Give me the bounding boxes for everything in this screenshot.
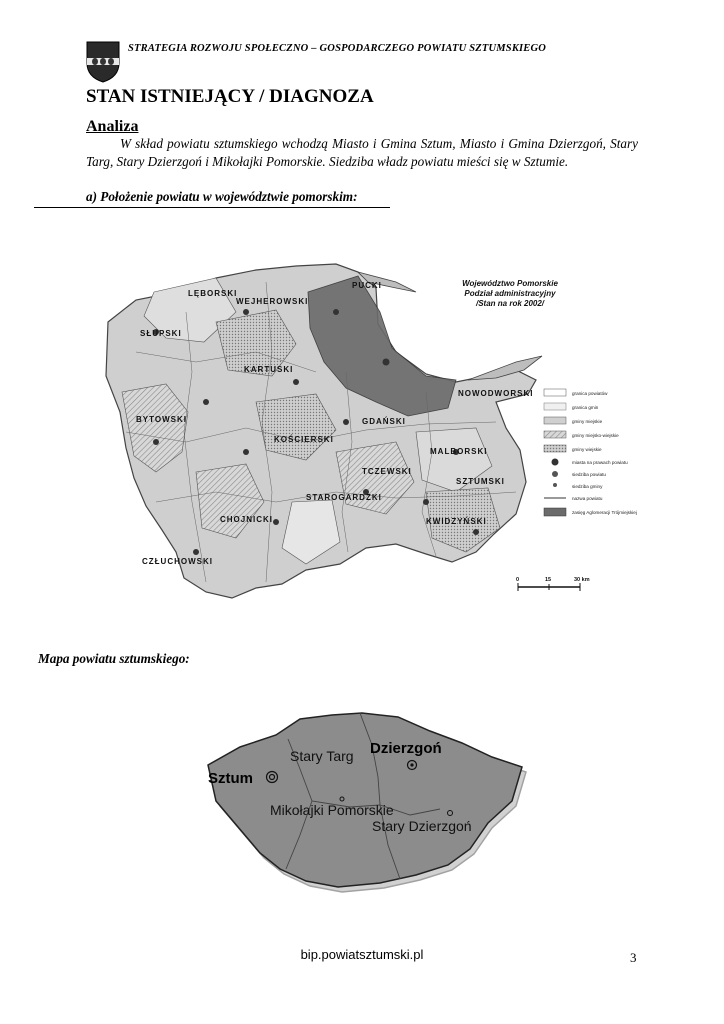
county-label: WEJHEROWSKI bbox=[236, 297, 309, 306]
county-label: CHOJNICKI bbox=[220, 515, 274, 524]
legend-item: gminy miejsko-wiejskie bbox=[572, 433, 619, 438]
legend-item: gminy wiejskie bbox=[572, 447, 602, 452]
county-map bbox=[200, 705, 532, 895]
county-label: KARTUSKI bbox=[244, 365, 294, 374]
county-label: TCZEWSKI bbox=[362, 467, 412, 476]
coat-of-arms-icon bbox=[86, 41, 120, 83]
county-label: CZŁUCHOWSKI bbox=[142, 557, 213, 566]
legend-item: granica powiatów bbox=[572, 391, 608, 396]
municipality-label: Stary Dzierzgoń bbox=[372, 818, 472, 834]
legend-item: miasta na prawach powiatu bbox=[572, 460, 628, 465]
municipality-label: Stary Targ bbox=[290, 748, 354, 764]
legend-item: zasięg Aglomeracji Trójmiejskiej bbox=[572, 510, 637, 515]
municipality-label: Sztum bbox=[208, 770, 253, 787]
map-caption: Mapa powiatu sztumskiego: bbox=[38, 651, 190, 666]
county-label: SŁUPSKI bbox=[140, 329, 182, 338]
svg-text:0: 0 bbox=[516, 577, 520, 583]
county-label: GDAŃSKI bbox=[362, 417, 406, 426]
municipality-label: Dzierzgoń bbox=[370, 740, 442, 757]
county-label: PUCKI bbox=[352, 281, 382, 290]
map-title: /Stan na rok 2002/ bbox=[475, 299, 545, 308]
legend-item: siedziba gminy bbox=[572, 484, 603, 489]
county-label: MALBORSKI bbox=[430, 447, 488, 456]
page-title: STAN ISTNIEJĄCY / DIAGNOZA bbox=[86, 86, 374, 107]
footer-url[interactable]: bip.powiatsztumski.pl bbox=[300, 947, 424, 962]
page-number: 3 bbox=[630, 950, 637, 965]
county-label: SZTUMSKI bbox=[456, 477, 505, 486]
divider bbox=[34, 207, 390, 208]
document-header: STRATEGIA ROZWOJU SPOŁECZNO – GOSPODARCZEGO POWIATU SZTUMSKIEGO bbox=[128, 43, 547, 54]
map-title: Województwo Pomorskie bbox=[462, 279, 558, 288]
map-legend bbox=[544, 389, 637, 516]
map-title: Podział administracyjny bbox=[464, 289, 556, 298]
voivodeship-map bbox=[96, 252, 656, 632]
legend-item: granica gmin bbox=[572, 405, 599, 410]
scale-bar bbox=[516, 577, 590, 591]
section-heading: Analiza bbox=[86, 118, 139, 135]
county-label: KOŚCIERSKI bbox=[274, 435, 334, 444]
town-marker bbox=[410, 763, 413, 766]
county-label: NOWODWORSKI bbox=[458, 389, 534, 398]
municipality-label: Mikołajki Pomorskie bbox=[270, 802, 394, 818]
svg-text:30 km: 30 km bbox=[574, 577, 590, 583]
county-label: STAROGARDZKI bbox=[306, 493, 382, 502]
county-outline bbox=[208, 713, 522, 887]
subsection-heading: a) Położenie powiatu w województwie pomorskim: bbox=[86, 189, 358, 204]
county-label: KWIDZYŃSKI bbox=[426, 517, 487, 526]
county-label: BYTOWSKI bbox=[136, 415, 187, 424]
legend-item: siedziba powiatu bbox=[572, 472, 606, 477]
legend-item: gminy miejskie bbox=[572, 419, 603, 424]
intro-paragraph: W skład powiatu sztumskiego wchodzą Miasto i Gmina Sztum, Miasto i Gmina Dzierzgoń, Stary Targ, Stary Dzierzgoń i Mikołajki Pomorskie. Siedziba władz powiatu mieści się w Sztumie. bbox=[86, 136, 638, 169]
svg-text:15: 15 bbox=[545, 577, 552, 583]
legend-item: nazwa powiatu bbox=[572, 496, 603, 501]
county-label: LĘBORSKI bbox=[188, 289, 238, 298]
